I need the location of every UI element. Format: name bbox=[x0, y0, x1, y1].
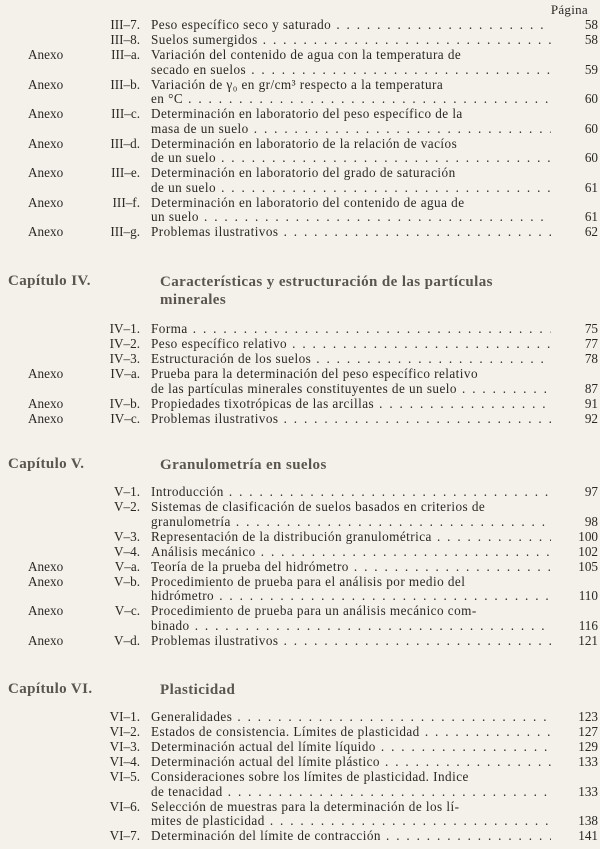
section-code: VI–4. bbox=[109, 754, 140, 769]
page-number: 110 bbox=[554, 589, 598, 604]
section-title bbox=[151, 829, 551, 844]
section-title-line: Determinación actual del límite plástico . . . bbox=[151, 755, 551, 770]
toc-entry[interactable] bbox=[0, 560, 600, 575]
annex-label: Anexo bbox=[28, 395, 64, 411]
page-number: 98 bbox=[554, 515, 598, 530]
annex-label: Anexo bbox=[28, 194, 64, 210]
chapter-title: Plasticidad bbox=[160, 682, 236, 698]
chapter-title: Características y estructuración de las partículas minerales bbox=[160, 274, 493, 308]
page-number: 127 bbox=[554, 725, 598, 740]
page-number: 58 bbox=[554, 18, 598, 33]
annex-label: Anexo bbox=[28, 632, 64, 648]
section-code: IV–c. bbox=[110, 410, 140, 426]
section-code: IV–b. bbox=[109, 395, 140, 411]
section-title bbox=[151, 604, 551, 633]
annex-label: Anexo bbox=[28, 47, 64, 62]
toc-entry[interactable] bbox=[0, 397, 600, 412]
section-title-line: en °C . . . bbox=[151, 92, 551, 107]
toc-entry[interactable] bbox=[0, 107, 600, 136]
section-code: III–b. bbox=[110, 76, 140, 92]
section-code: VI–7. bbox=[109, 828, 140, 843]
toc-entry[interactable] bbox=[0, 710, 600, 725]
section-title-line: Suelos sumergidos . . . bbox=[151, 33, 551, 48]
section-code: VI–3. bbox=[109, 739, 140, 754]
section-title-line: secado en suelos . . . bbox=[151, 63, 551, 78]
section-code: V–1. bbox=[113, 484, 140, 499]
section-title-line: Consideraciones sobre los límites de plasticidad. Indice bbox=[151, 770, 469, 784]
section-title bbox=[151, 33, 551, 48]
section-title bbox=[151, 710, 551, 725]
section-title-line: binado . . . bbox=[151, 619, 551, 634]
page-number: 116 bbox=[554, 619, 598, 634]
section-title bbox=[151, 107, 551, 136]
section-code: V–4. bbox=[113, 543, 140, 559]
annex-label: Anexo bbox=[28, 135, 64, 151]
section-title-line: Análisis mecánico . . . bbox=[151, 545, 551, 560]
section-title-line: Forma . . . bbox=[151, 322, 551, 337]
annex-label: Anexo bbox=[28, 366, 64, 381]
section-title bbox=[151, 78, 551, 107]
annex-label: Anexo bbox=[28, 558, 64, 574]
section-title-line: Variación de γ₀ en gr/cm³ respecto a la temperatura bbox=[151, 77, 444, 92]
section-title-line: Prueba para la determinación del peso específico relativo bbox=[151, 367, 478, 381]
section-title bbox=[151, 740, 551, 755]
page-number: 102 bbox=[554, 545, 598, 560]
section-title-line: Problemas ilustrativos . . . bbox=[151, 225, 551, 240]
section-title-line: Estados de consistencia. Límites de plasticidad . . . bbox=[151, 725, 551, 740]
section-code: V–3. bbox=[113, 528, 140, 544]
annex-label: Anexo bbox=[28, 76, 64, 92]
section-title-line: Determinación en laboratorio del peso específico de la bbox=[151, 107, 463, 121]
page-number: 133 bbox=[554, 755, 598, 770]
section-title bbox=[151, 352, 551, 367]
toc-entry[interactable] bbox=[0, 740, 600, 755]
section-title bbox=[151, 800, 551, 829]
section-title-line: un suelo . . . bbox=[151, 210, 551, 225]
section-title-line: Problemas ilustrativos . . . bbox=[151, 412, 551, 427]
section-title bbox=[151, 48, 551, 77]
section-title-line: mites de plasticidad . . . bbox=[151, 814, 551, 829]
section-title bbox=[151, 485, 551, 500]
toc-entry[interactable] bbox=[0, 485, 600, 500]
section-title bbox=[151, 18, 551, 33]
page-number: 58 bbox=[554, 33, 598, 48]
section-title-line: Selección de muestras para la determinación de los lí- bbox=[151, 799, 460, 814]
page-number: 105 bbox=[554, 560, 598, 575]
page-number: 129 bbox=[554, 740, 598, 755]
page-number: 60 bbox=[554, 92, 598, 107]
section-title-line: Determinación en laboratorio de la relación de vacíos bbox=[151, 136, 458, 151]
toc-entry[interactable] bbox=[0, 530, 600, 545]
section-code: III–7. bbox=[110, 17, 140, 32]
section-title-line: Representación de la distribución granulométrica . . . bbox=[151, 530, 551, 545]
section-code: VI–2. bbox=[109, 724, 140, 739]
section-code: VI–1. bbox=[109, 709, 140, 724]
section-title-line: Determinación actual del límite líquido . . . bbox=[151, 740, 551, 755]
page-number: 61 bbox=[554, 210, 598, 225]
section-title-line: Propiedades tixotrópicas de las arcillas . . . bbox=[151, 397, 551, 412]
section-title bbox=[151, 337, 551, 352]
toc-entry[interactable] bbox=[0, 352, 600, 367]
section-code: IV–a. bbox=[110, 366, 140, 381]
section-title bbox=[151, 545, 551, 560]
section-title bbox=[151, 770, 551, 799]
section-title-line: Generalidades . . . bbox=[151, 710, 551, 725]
page-number: 62 bbox=[554, 225, 598, 240]
section-title bbox=[151, 575, 551, 604]
page-number: 141 bbox=[554, 829, 598, 844]
section-title-line: Teoría de la prueba del hidrómetro . . . bbox=[151, 560, 551, 575]
section-code: V–a. bbox=[114, 558, 140, 574]
toc-entry[interactable] bbox=[0, 137, 600, 166]
annex-label: Anexo bbox=[28, 165, 64, 180]
section-code: III–g. bbox=[110, 224, 140, 239]
toc-entry[interactable] bbox=[0, 412, 600, 427]
page-number: 60 bbox=[554, 151, 598, 166]
toc-entry[interactable] bbox=[0, 337, 600, 352]
section-code: V–d. bbox=[113, 632, 140, 648]
section-title-line: Introducción . . . bbox=[151, 485, 551, 500]
section-title-line: de las partículas minerales constituyentes de un suelo . . . bbox=[151, 382, 551, 397]
page-number: 75 bbox=[554, 322, 598, 337]
section-code: III–f. bbox=[112, 194, 140, 210]
toc-entry[interactable] bbox=[0, 634, 600, 649]
section-title-line: Estructuración de los suelos . . . bbox=[151, 352, 551, 367]
toc-entry[interactable] bbox=[0, 225, 600, 240]
section-title-line: Determinación del límite de contracción . . . bbox=[151, 829, 551, 844]
toc-entry[interactable] bbox=[0, 725, 600, 740]
section-title-line: Determinación en laboratorio del grado de saturación bbox=[151, 166, 456, 180]
toc-entry[interactable] bbox=[0, 545, 600, 560]
toc-entry[interactable] bbox=[0, 196, 600, 225]
section-code: VI–5. bbox=[109, 769, 140, 784]
page-number: 97 bbox=[554, 485, 598, 500]
section-title-line: Peso específico seco y saturado . . . bbox=[151, 18, 551, 33]
toc-entry[interactable] bbox=[0, 322, 600, 337]
section-title-line: Procedimiento de prueba para un análisis mecánico com- bbox=[151, 604, 477, 618]
section-code: V–b. bbox=[113, 573, 140, 589]
chapter-title: Granulometría en suelos bbox=[160, 457, 327, 473]
toc-entry[interactable] bbox=[0, 78, 600, 107]
page-number: 60 bbox=[554, 122, 598, 137]
chapter-number: Capítulo VI. bbox=[8, 681, 93, 697]
section-code: III–c. bbox=[111, 106, 140, 121]
toc-entry[interactable] bbox=[0, 829, 600, 844]
page-number: 61 bbox=[554, 181, 598, 196]
chapter-number: Capítulo V. bbox=[8, 456, 85, 472]
section-code: IV–1. bbox=[109, 321, 140, 336]
annex-label: Anexo bbox=[28, 603, 64, 618]
toc-entry[interactable] bbox=[0, 800, 600, 829]
section-title bbox=[151, 196, 551, 225]
section-code: V–2. bbox=[113, 499, 140, 514]
section-code: IV–2. bbox=[109, 336, 140, 351]
page-number: 87 bbox=[554, 382, 598, 397]
annex-label: Anexo bbox=[28, 106, 64, 121]
page-number: 138 bbox=[554, 814, 598, 829]
section-title bbox=[151, 725, 551, 740]
toc-entry[interactable] bbox=[0, 367, 600, 396]
toc-entry[interactable] bbox=[0, 18, 600, 33]
toc-entry[interactable] bbox=[0, 604, 600, 633]
section-code: VI–6. bbox=[109, 798, 140, 814]
toc-entry[interactable] bbox=[0, 575, 600, 604]
chapter-number: Capítulo IV. bbox=[8, 273, 91, 289]
section-title bbox=[151, 500, 551, 529]
section-title bbox=[151, 166, 551, 195]
section-title bbox=[151, 137, 551, 166]
section-title-line: de un suelo . . . bbox=[151, 181, 551, 196]
annex-label: Anexo bbox=[28, 573, 64, 589]
section-title bbox=[151, 530, 551, 545]
section-title bbox=[151, 412, 551, 427]
annex-label: Anexo bbox=[28, 224, 64, 239]
page-number: 121 bbox=[554, 634, 598, 649]
section-code: IV–3. bbox=[109, 351, 140, 366]
section-title-line: granulometría . . . bbox=[151, 515, 551, 530]
section-title bbox=[151, 560, 551, 575]
section-code: III–d. bbox=[110, 135, 140, 151]
section-title-line: hidrómetro . . . bbox=[151, 589, 551, 604]
section-title bbox=[151, 634, 551, 649]
page-number: 100 bbox=[554, 530, 598, 545]
page-number: 77 bbox=[554, 337, 598, 352]
section-title-line: de tenacidad . . . bbox=[151, 785, 551, 800]
section-code: III–a. bbox=[111, 47, 140, 62]
section-title-line: masa de un suelo . . . bbox=[151, 122, 551, 137]
page-number: 91 bbox=[554, 397, 598, 412]
section-title-line: Variación del contenido de agua con la temperatura de bbox=[151, 48, 462, 62]
annex-label: Anexo bbox=[28, 410, 64, 426]
section-title bbox=[151, 225, 551, 240]
section-code: III–e. bbox=[111, 165, 140, 180]
toc-entry[interactable] bbox=[0, 48, 600, 77]
section-title-line: Peso específico relativo . . . bbox=[151, 337, 551, 352]
page-number: 133 bbox=[554, 785, 598, 800]
section-title-line: de un suelo . . . bbox=[151, 151, 551, 166]
section-title bbox=[151, 755, 551, 770]
section-title bbox=[151, 367, 551, 396]
section-title-line: Determinación en laboratorio del contenido de agua de bbox=[151, 195, 465, 210]
section-title-line: Sistemas de clasificación de suelos basados en criterios de bbox=[151, 500, 486, 514]
section-title bbox=[151, 322, 551, 337]
section-code: III–8. bbox=[110, 32, 140, 47]
toc-entry[interactable] bbox=[0, 500, 600, 529]
page-number: 78 bbox=[554, 352, 598, 367]
toc-entry[interactable] bbox=[0, 770, 600, 799]
page-number: 59 bbox=[554, 63, 598, 78]
page-number: 123 bbox=[554, 710, 598, 725]
toc-entry[interactable] bbox=[0, 166, 600, 195]
section-title-line: Problemas ilustrativos . . . bbox=[151, 634, 551, 649]
page-column-heading: Página bbox=[550, 2, 588, 17]
toc-entry[interactable] bbox=[0, 755, 600, 770]
page-number: 92 bbox=[554, 412, 598, 427]
section-code: V–c. bbox=[114, 603, 140, 618]
section-title-line: Procedimiento de prueba para el análisis por medio del bbox=[151, 574, 466, 589]
section-title bbox=[151, 397, 551, 412]
toc-entry[interactable] bbox=[0, 33, 600, 48]
